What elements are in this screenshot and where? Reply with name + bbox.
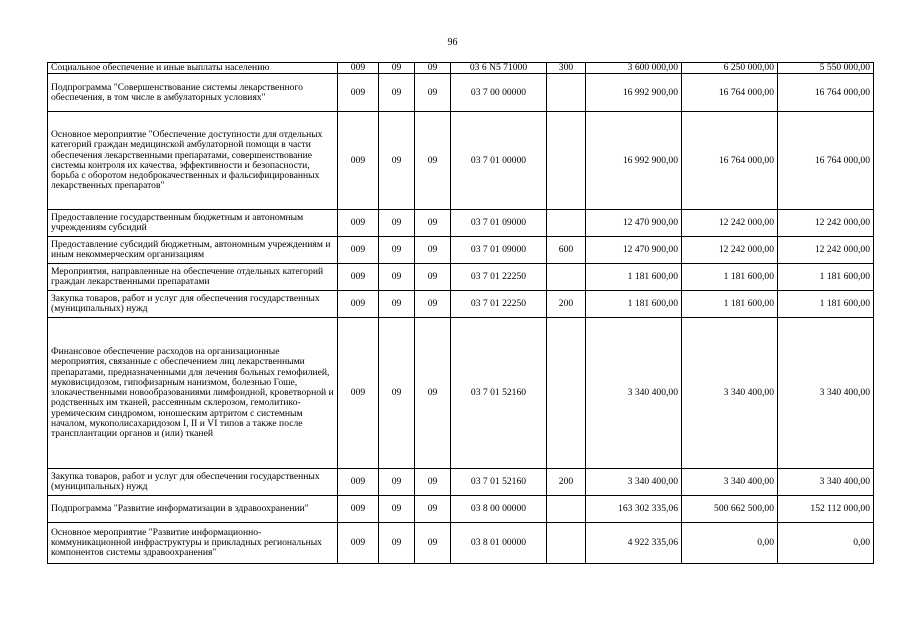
row-name: Основное мероприятие "Обеспечение доступности для отдельных категорий граждан медицинской амбулаторной помощи в части обеспечения лекарственными препаратами, совершенствование системы контроля их качества, эффективности и безопасности, борьба с оборотом недоброкачественных и фальсифицированных лекарственных препаратов" (48, 112, 338, 210)
row-amount-3: 1 181 600,00 (778, 264, 874, 291)
row-subsection-code: 09 (415, 74, 451, 112)
row-amount-3: 12 242 000,00 (778, 237, 874, 264)
row-target-article: 03 7 01 52160 (451, 318, 547, 469)
row-section-code: 09 (379, 63, 415, 74)
row-target-article: 03 7 00 00000 (451, 74, 547, 112)
row-ministry-code: 009 (338, 291, 379, 318)
row-section-code: 09 (379, 523, 415, 564)
row-amount-2: 0,00 (682, 523, 778, 564)
row-subsection-code: 09 (415, 469, 451, 496)
row-expense-type (547, 210, 586, 237)
row-amount-1: 12 470 900,00 (586, 210, 682, 237)
row-subsection-code: 09 (415, 237, 451, 264)
table-row (48, 237, 874, 264)
row-name: Подпрограмма "Развитие информатизации в здравоохранении" (48, 496, 338, 523)
row-amount-1: 4 922 335,06 (586, 523, 682, 564)
row-subsection-code: 09 (415, 112, 451, 210)
row-target-article: 03 7 01 00000 (451, 112, 547, 210)
row-amount-1: 3 340 400,00 (586, 318, 682, 469)
table-row (48, 318, 874, 469)
table-row (48, 496, 874, 523)
row-name: Подпрограмма "Совершенствование системы лекарственного обеспечения, в том числе в амбулаторных условиях" (48, 74, 338, 112)
row-amount-1: 12 470 900,00 (586, 237, 682, 264)
row-amount-2: 3 340 400,00 (682, 318, 778, 469)
row-ministry-code: 009 (338, 496, 379, 523)
row-name: Предоставление субсидий бюджетным, автономным учреждениям и иным некоммерческим организациям (48, 237, 338, 264)
row-section-code: 09 (379, 264, 415, 291)
row-ministry-code: 009 (338, 469, 379, 496)
table-row (48, 74, 874, 112)
row-expense-type (547, 318, 586, 469)
row-target-article: 03 7 01 09000 (451, 210, 547, 237)
row-subsection-code: 09 (415, 63, 451, 74)
row-amount-3: 1 181 600,00 (778, 291, 874, 318)
row-expense-type (547, 264, 586, 291)
row-amount-1: 16 992 900,00 (586, 112, 682, 210)
row-section-code: 09 (379, 237, 415, 264)
row-amount-2: 12 242 000,00 (682, 210, 778, 237)
row-section-code: 09 (379, 496, 415, 523)
row-amount-3: 16 764 000,00 (778, 112, 874, 210)
row-amount-3: 3 340 400,00 (778, 469, 874, 496)
row-expense-type (547, 496, 586, 523)
row-amount-3: 12 242 000,00 (778, 210, 874, 237)
row-amount-2: 16 764 000,00 (682, 112, 778, 210)
row-target-article: 03 7 01 09000 (451, 237, 547, 264)
row-subsection-code: 09 (415, 496, 451, 523)
row-amount-2: 500 662 500,00 (682, 496, 778, 523)
row-amount-3: 16 764 000,00 (778, 74, 874, 112)
row-amount-2: 1 181 600,00 (682, 264, 778, 291)
row-section-code: 09 (379, 318, 415, 469)
row-name: Основное мероприятие "Развитие информационно-коммуникационной инфраструктуры и прикладных региональных компонентов системы здравоохранения" (48, 523, 338, 564)
row-amount-1: 3 340 400,00 (586, 469, 682, 496)
row-section-code: 09 (379, 112, 415, 210)
row-ministry-code: 009 (338, 264, 379, 291)
table-row (48, 264, 874, 291)
row-target-article: 03 8 00 00000 (451, 496, 547, 523)
row-amount-3: 0,00 (778, 523, 874, 564)
row-amount-2: 3 340 400,00 (682, 469, 778, 496)
row-target-article: 03 6 N5 71000 (451, 63, 547, 74)
row-section-code: 09 (379, 74, 415, 112)
row-target-article: 03 7 01 52160 (451, 469, 547, 496)
row-expense-type: 200 (547, 469, 586, 496)
row-section-code: 09 (379, 210, 415, 237)
row-amount-1: 1 181 600,00 (586, 291, 682, 318)
row-amount-3: 3 340 400,00 (778, 318, 874, 469)
row-target-article: 03 7 01 22250 (451, 264, 547, 291)
row-subsection-code: 09 (415, 210, 451, 237)
row-ministry-code: 009 (338, 112, 379, 210)
row-amount-3: 5 550 000,00 (778, 63, 874, 74)
row-subsection-code: 09 (415, 318, 451, 469)
row-name: Закупка товаров, работ и услуг для обеспечения государственных (муниципальных) нужд (48, 469, 338, 496)
row-amount-1: 1 181 600,00 (586, 264, 682, 291)
row-name: Мероприятия, направленные на обеспечение отдельных категорий граждан лекарственными препаратами (48, 264, 338, 291)
row-name: Финансовое обеспечение расходов на организационные мероприятия, связанные с обеспечением лиц лекарственными препаратами, предназначенными для лечения больных гемофилией, муковисцидозом, гипофизарным нанизмом, болезнью Гоше, злокачественными новообразованиями лимфоидной, кроветворной и родственных им тканей, рассеянным склерозом, гемолитико-уремическим синдромом, юношеским артритом с системным началом, мукополисахаридозом I, II и VI типов а также после трансплантации органов и (или) тканей (48, 318, 338, 469)
row-amount-1: 163 302 335,06 (586, 496, 682, 523)
row-amount-2: 12 242 000,00 (682, 237, 778, 264)
row-name: Предоставление государственным бюджетным и автономным учреждениям субсидий (48, 210, 338, 237)
row-amount-2: 6 250 000,00 (682, 63, 778, 74)
row-target-article: 03 8 01 00000 (451, 523, 547, 564)
table-row (48, 112, 874, 210)
table-row (48, 210, 874, 237)
row-amount-3: 152 112 000,00 (778, 496, 874, 523)
row-subsection-code: 09 (415, 291, 451, 318)
row-ministry-code: 009 (338, 318, 379, 469)
row-expense-type (547, 112, 586, 210)
table-row (48, 63, 874, 74)
row-name: Закупка товаров, работ и услуг для обеспечения государственных (муниципальных) нужд (48, 291, 338, 318)
row-amount-2: 16 764 000,00 (682, 74, 778, 112)
budget-table (47, 62, 874, 564)
row-target-article: 03 7 01 22250 (451, 291, 547, 318)
row-expense-type: 300 (547, 63, 586, 74)
row-amount-1: 3 600 000,00 (586, 63, 682, 74)
page-number: 96 (447, 37, 458, 48)
table-row (48, 291, 874, 318)
row-ministry-code: 009 (338, 210, 379, 237)
row-expense-type: 200 (547, 291, 586, 318)
row-amount-2: 1 181 600,00 (682, 291, 778, 318)
row-name: Социальное обеспечение и иные выплаты населению (48, 63, 338, 74)
row-expense-type: 600 (547, 237, 586, 264)
row-section-code: 09 (379, 291, 415, 318)
table-row (48, 469, 874, 496)
row-ministry-code: 009 (338, 63, 379, 74)
row-ministry-code: 009 (338, 237, 379, 264)
row-subsection-code: 09 (415, 264, 451, 291)
row-section-code: 09 (379, 469, 415, 496)
row-expense-type (547, 74, 586, 112)
row-amount-1: 16 992 900,00 (586, 74, 682, 112)
row-expense-type (547, 523, 586, 564)
table-row (48, 523, 874, 564)
row-ministry-code: 009 (338, 74, 379, 112)
row-subsection-code: 09 (415, 523, 451, 564)
row-ministry-code: 009 (338, 523, 379, 564)
